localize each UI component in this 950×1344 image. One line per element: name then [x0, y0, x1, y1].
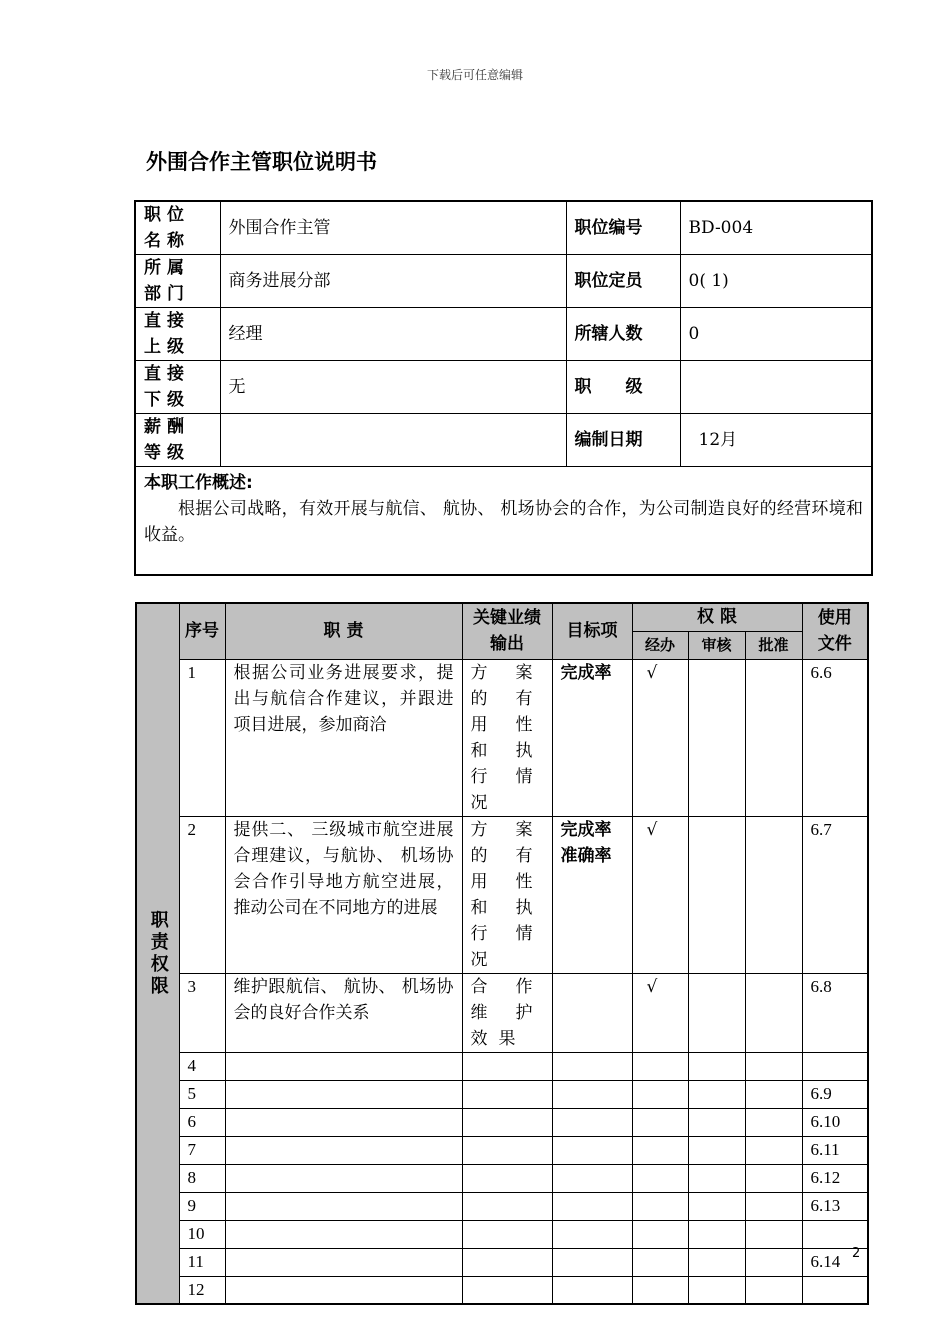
job-summary-label: 本职工作概述:: [144, 473, 253, 493]
value-superior: 经理: [220, 308, 566, 361]
row-document: 6.11: [802, 1136, 868, 1164]
value-position-name: 外围合作主管: [220, 201, 566, 255]
value-compile-date: 12月: [680, 414, 872, 467]
row-document: 6.12: [802, 1164, 868, 1192]
row-auth-handle: √: [632, 973, 688, 1052]
row-duty: [225, 1080, 462, 1108]
row-auth-approve: [745, 1276, 802, 1304]
value-headcount: 0( 1): [680, 255, 872, 308]
value-rank: [680, 361, 872, 414]
row-auth-handle: [632, 1136, 688, 1164]
table-row: [136, 659, 868, 816]
row-document: 6.13: [802, 1192, 868, 1220]
label-department: 所属部门: [135, 255, 220, 308]
info-row-summary: [135, 467, 872, 576]
label-compile-date: 编制日期: [566, 414, 680, 467]
row-kpi: [462, 1220, 552, 1248]
row-auth-review: [688, 1108, 745, 1136]
row-target: [552, 1248, 632, 1276]
row-auth-handle: [632, 1248, 688, 1276]
table-row: [136, 1108, 868, 1136]
duties-header-row-1: [136, 603, 868, 631]
header-auth-approve: 批准: [745, 631, 802, 659]
position-info-table: [134, 200, 873, 576]
table-row: [136, 1192, 868, 1220]
row-kpi: [462, 1136, 552, 1164]
document-title: 外围合作主管职位说明书: [146, 150, 377, 174]
row-auth-approve: [745, 1164, 802, 1192]
row-auth-handle: [632, 1276, 688, 1304]
header-target: 目标项: [552, 603, 632, 659]
value-salary-grade: [220, 414, 566, 467]
table-row: [136, 1276, 868, 1304]
row-auth-approve: [745, 659, 802, 816]
row-auth-review: [688, 816, 745, 973]
value-subordinate-count: 0: [680, 308, 872, 361]
row-auth-handle: [632, 1052, 688, 1080]
header-authority: 权 限: [632, 603, 802, 631]
row-seq: 8: [179, 1164, 225, 1192]
row-target: 完成率准确率: [552, 816, 632, 973]
row-auth-review: [688, 1136, 745, 1164]
row-auth-handle: √: [632, 659, 688, 816]
info-row-salary: [135, 414, 872, 467]
row-auth-approve: [745, 1248, 802, 1276]
row-document: 6.8: [802, 973, 868, 1052]
row-seq: 10: [179, 1220, 225, 1248]
table-row: [136, 1248, 868, 1276]
row-kpi: [462, 1052, 552, 1080]
row-duty: [225, 1248, 462, 1276]
job-summary-cell: [135, 467, 872, 576]
row-auth-approve: [745, 973, 802, 1052]
row-duty: [225, 1276, 462, 1304]
row-kpi: [462, 1108, 552, 1136]
row-auth-review: [688, 1248, 745, 1276]
row-seq: 6: [179, 1108, 225, 1136]
table-row: [136, 1164, 868, 1192]
row-target: [552, 1192, 632, 1220]
row-target: [552, 1108, 632, 1136]
page-header: 下载后可任意编辑: [426, 68, 523, 82]
row-duty: [225, 1052, 462, 1080]
table-row: [136, 1080, 868, 1108]
row-duty: [225, 1136, 462, 1164]
row-document: 6.7: [802, 816, 868, 973]
value-subordinate: 无: [220, 361, 566, 414]
row-document: [802, 1220, 868, 1248]
header-auth-handle: 经办: [632, 631, 688, 659]
row-duty: [225, 1220, 462, 1248]
row-duty: 提供二、 三级城市航空进展合理建议，与航协、 机场协会合作引导地方航空进展，推动公司在不同地方的进展: [225, 816, 462, 973]
row-document: 6.14: [802, 1248, 868, 1276]
table-row: [136, 1052, 868, 1080]
row-auth-approve: [745, 816, 802, 973]
table-row: [136, 816, 868, 973]
row-document: 6.10: [802, 1108, 868, 1136]
header-auth-review: 审核: [688, 631, 745, 659]
header-seq: 序号: [179, 603, 225, 659]
row-auth-review: [688, 659, 745, 816]
row-seq: 11: [179, 1248, 225, 1276]
table-row: [136, 1220, 868, 1248]
label-position-code: 职位编号: [566, 201, 680, 255]
row-duty: 维护跟航信、 航协、 机场协会的良好合作关系: [225, 973, 462, 1052]
row-kpi: [462, 1276, 552, 1304]
row-seq: 5: [179, 1080, 225, 1108]
row-duty: [225, 1108, 462, 1136]
info-row-subordinate: [135, 361, 872, 414]
row-auth-handle: [632, 1164, 688, 1192]
row-auth-review: [688, 1052, 745, 1080]
row-target: [552, 973, 632, 1052]
job-summary-text: 根据公司战略，有效开展与航信、 航协、 机场协会的合作，为公司制造良好的经营环境和收益。: [144, 499, 863, 545]
row-seq: 3: [179, 973, 225, 1052]
table-row: [136, 1136, 868, 1164]
label-subordinate-count: 所辖人数: [566, 308, 680, 361]
row-kpi: [462, 1192, 552, 1220]
label-subordinate: 直接下级: [135, 361, 220, 414]
table-row: [136, 973, 868, 1052]
row-seq: 1: [179, 659, 225, 816]
row-kpi: 方案的有用性和执行情况: [462, 816, 552, 973]
duties-side-label: 职责权限: [136, 603, 179, 1304]
row-kpi: 合作维护效果: [462, 973, 552, 1052]
row-auth-approve: [745, 1108, 802, 1136]
row-duty: 根据公司业务进展要求，提出与航信合作建议，并跟进项目进展，参加商洽: [225, 659, 462, 816]
label-position-name: 职位名称: [135, 201, 220, 255]
header-kpi: 关键业绩输出: [462, 603, 552, 659]
row-auth-review: [688, 1276, 745, 1304]
row-auth-approve: [745, 1192, 802, 1220]
row-document: [802, 1052, 868, 1080]
row-auth-review: [688, 1164, 745, 1192]
row-auth-handle: [632, 1108, 688, 1136]
row-auth-review: [688, 1192, 745, 1220]
row-auth-approve: [745, 1052, 802, 1080]
header-document: 使用文件: [802, 603, 868, 659]
info-row-superior: [135, 308, 872, 361]
row-auth-handle: √: [632, 816, 688, 973]
info-row-position-name: [135, 201, 872, 255]
row-target: [552, 1220, 632, 1248]
row-auth-handle: [632, 1192, 688, 1220]
value-position-code: BD-004: [680, 201, 872, 255]
row-kpi: [462, 1080, 552, 1108]
row-target: [552, 1136, 632, 1164]
row-seq: 12: [179, 1276, 225, 1304]
row-auth-review: [688, 1080, 745, 1108]
row-auth-review: [688, 1220, 745, 1248]
row-duty: [225, 1164, 462, 1192]
row-auth-handle: [632, 1220, 688, 1248]
header-duty: 职 责: [225, 603, 462, 659]
row-seq: 2: [179, 816, 225, 973]
row-seq: 7: [179, 1136, 225, 1164]
row-auth-review: [688, 973, 745, 1052]
row-auth-handle: [632, 1080, 688, 1108]
row-auth-approve: [745, 1220, 802, 1248]
info-row-department: [135, 255, 872, 308]
row-auth-approve: [745, 1136, 802, 1164]
row-seq: 9: [179, 1192, 225, 1220]
row-kpi: 方案的有用性和执行情况: [462, 659, 552, 816]
page-number: 2: [852, 1246, 861, 1261]
row-duty: [225, 1192, 462, 1220]
value-department: 商务进展分部: [220, 255, 566, 308]
label-rank: 职 级: [566, 361, 680, 414]
row-target: [552, 1164, 632, 1192]
row-target: [552, 1052, 632, 1080]
row-auth-approve: [745, 1080, 802, 1108]
label-headcount: 职位定员: [566, 255, 680, 308]
row-kpi: [462, 1164, 552, 1192]
row-target: [552, 1080, 632, 1108]
row-target: [552, 1276, 632, 1304]
row-document: [802, 1276, 868, 1304]
label-superior: 直接上级: [135, 308, 220, 361]
row-document: 6.9: [802, 1080, 868, 1108]
row-seq: 4: [179, 1052, 225, 1080]
label-salary-grade: 薪酬等级: [135, 414, 220, 467]
duties-table: [135, 602, 869, 1305]
row-kpi: [462, 1248, 552, 1276]
row-document: 6.6: [802, 659, 868, 816]
row-target: 完成率: [552, 659, 632, 816]
